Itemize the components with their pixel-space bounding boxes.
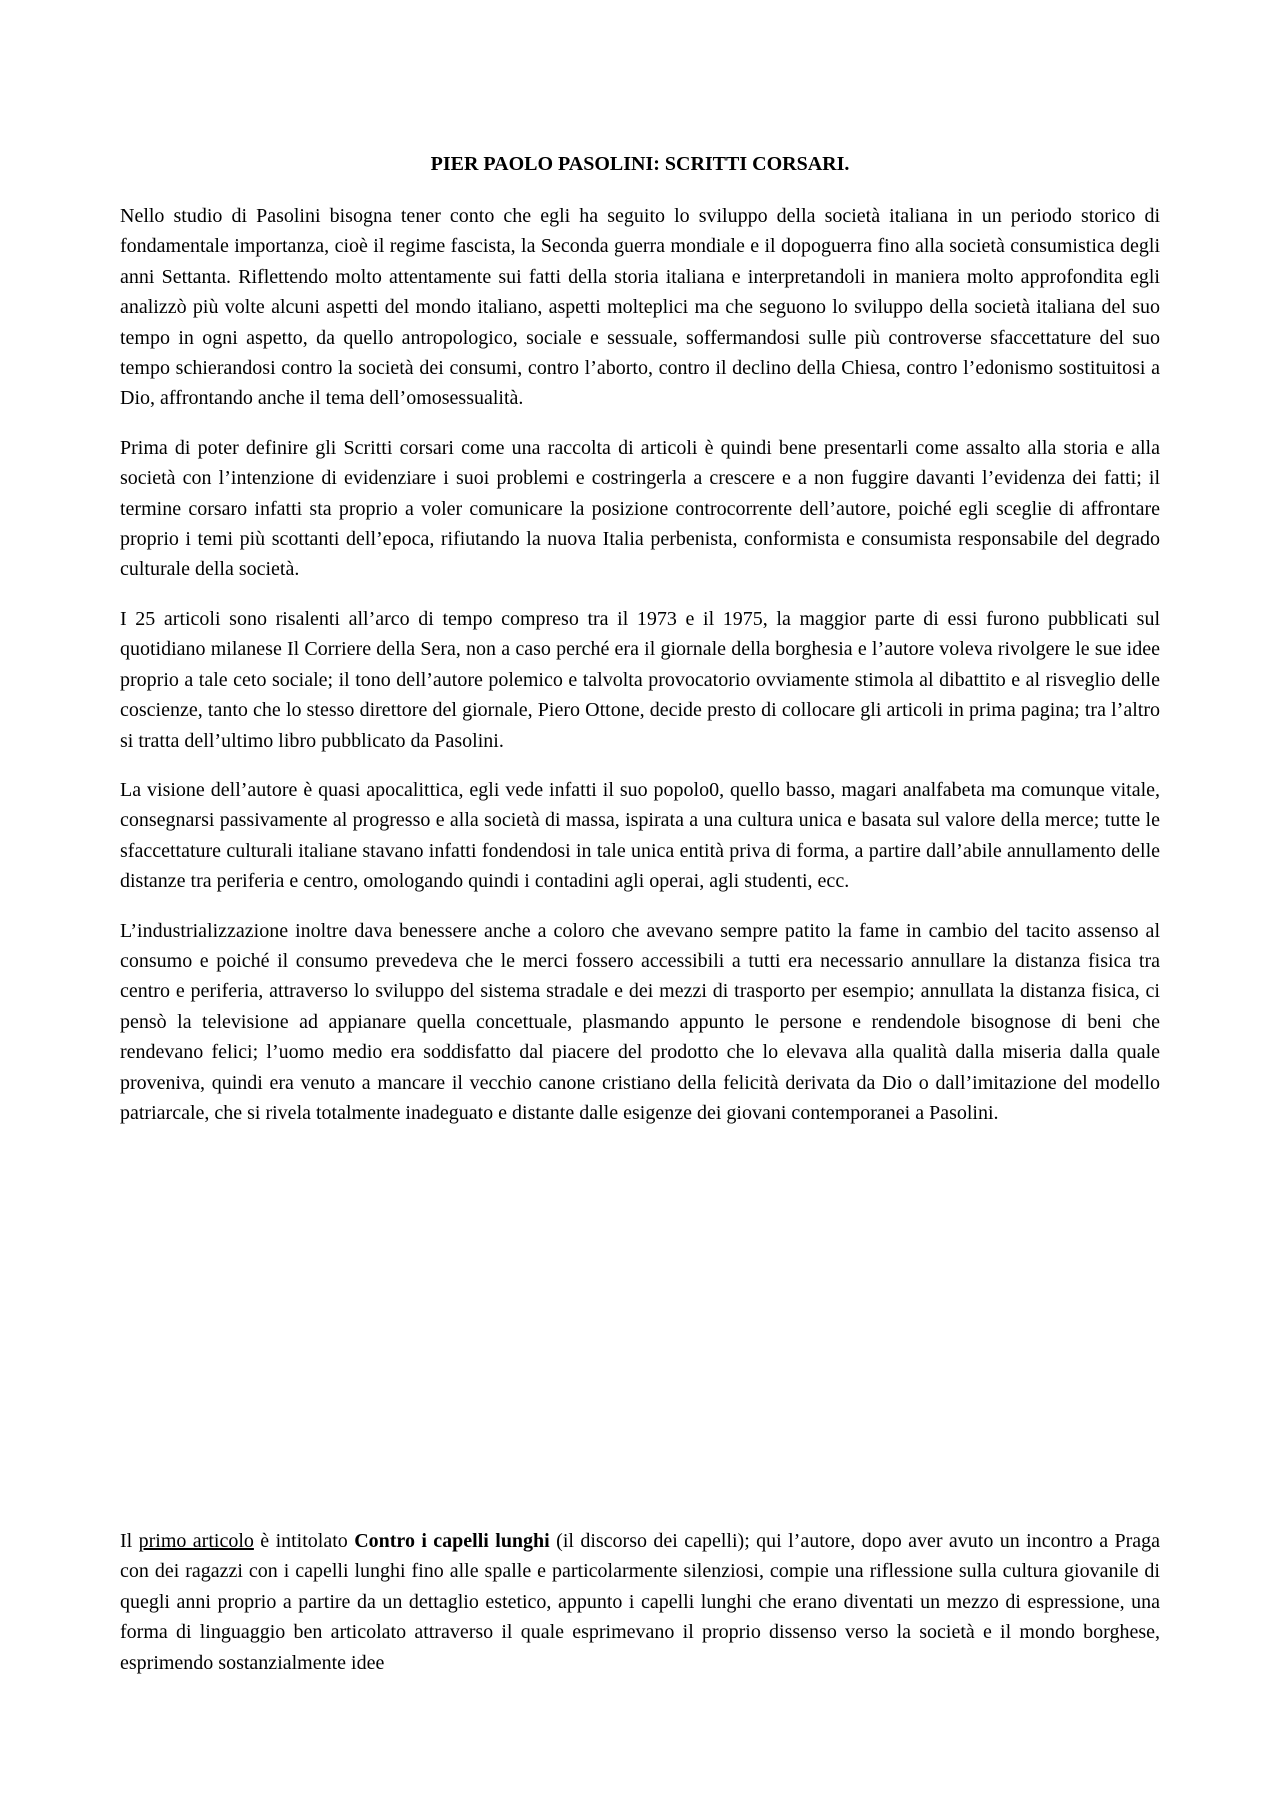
article-section	[120, 1526, 1160, 1697]
paragraph-primo-articolo	[120, 1526, 1160, 1678]
paragraph-industrializzazione: L’industrializzazione inoltre dava benessere anche a coloro che avevano sempre patito la fame in cambio del tacito assenso al consumo e poiché il consumo prevedeva che le merci fossero accessibili a tutti era necessario annullare la distanza fisica tra centro e periferia, attraverso lo sviluppo del sistema stradale e dei mezzi di trasporto per esempio; annullata la distanza fisica, ci pensò la televisione ad appianare quella concettuale, plasmando appunto le persone e rendendole bisognose di beni che rendevano felici; l’uomo medio era soddisfatto dal piacere del prodotto che lo elevava alla qualità dalla miseria dalla quale proveniva, quindi era venuto a mancare il vecchio canone cristiano della felicità derivata da Dio o dall’imitazione del modello patriarcale, che si rivela totalmente inadeguato e distante dalle esigenze dei giovani contemporanei a Pasolini.	[120, 919, 1160, 1124]
article-intro-text: Il	[120, 1530, 139, 1552]
paragraph-visione: La visione dell’autore è quasi apocalittica, egli vede infatti il suo popolo0, quello basso, magari analfabeta ma comunque vitale, consegnarsi passivamente al progresso e alla società di massa, ispirata a una cultura unica e basata sul valore della merce; tutte le sfaccettature culturali italiane stavano infatti fondendosi in tale unica entità priva di forma, a partire dall’abile annullamento delle distanze tra periferia e centro, omologando quindi i contadini agli operai, agli studenti, ecc.	[120, 778, 1160, 893]
paragraph-articoli: I 25 articoli sono risalenti all’arco di tempo compreso tra il 1973 e il 1975, la maggior parte di essi furono pubblicati sul quotidiano milanese Il Corriere della Sera, non a caso perché era il giornale della borghesia e l’autore voleva rivolgere le sue idee proprio a tale ceto sociale; il tono dell’autore polemico e talvolta provocatorio ovviamente stimola al dibattito e al risveglio delle coscienze, tanto che lo stesso direttore del giornale, Piero Ottone, decide presto di collocare gli articoli in prima pagina; tra l’altro si tratta dell’ultimo libro pubblicato da Pasolini.	[120, 607, 1160, 752]
article-rest-text: (il discorso dei capelli); qui l’autore, dopo aver avuto un incontro a Praga con dei ragazzi con i capelli lunghi fino alle spalle e particolarmente silenziosi, compie una riflessione sulla cultura giovanile di quegli anni proprio a partire da un dettaglio estetico, appunto i capelli lunghi che erano diventati un mezzo di espressione, una forma di linguaggio ben articolato attraverso il quale esprimevano il proprio dissenso verso la società e il mondo borghese, esprimendo sostanzialmente idee	[120, 1530, 1161, 1674]
document-body	[120, 201, 1160, 1147]
paragraph-intro: Nello studio di Pasolini bisogna tener conto che egli ha seguito lo sviluppo della società italiana in un periodo storico di fondamentale importanza, cioè il regime fascista, la Seconda guerra mondiale e il dopoguerra fino alla società consumistica degli anni Settanta. Riflettendo molto attentamente sui fatti della storia italiana e interpretandoli in maniera molto approfondita egli analizzò più volte alcuni aspetti del mondo italiano, aspetti molteplici ma che seguono lo sviluppo della società italiana del suo tempo in ogni aspetto, da quello antropologico, sociale e sessuale, soffermandosi sulle più controverse sfaccettature del suo tempo schierandosi contro la società dei consumi, contro l’aborto, contro il declino della Chiesa, contro l’edonismo sostituitosi a Dio, affrontando anche il tema dell’omosessualità.	[120, 205, 1160, 410]
paragraph-scritti-corsari: Prima di poter definire gli Scritti corsari come una raccolta di articoli è quindi bene presentarli come assalto alla storia e alla società con l’intenzione di evidenziare i suoi problemi e costringerla a crescere e a non fuggire davanti l’evidenza dei fatti; il termine corsaro infatti sta proprio a voler comunicare la posizione controcorrente dell’autore, poiché egli sceglie di affrontare proprio i temi più scottanti dell’epoca, rifiutando la nuova Italia perbenista, conformista e consumista responsabile del degrado culturale della società.	[120, 436, 1160, 581]
article-bold-title: Contro i capelli lunghi	[354, 1530, 550, 1552]
document-title: PIER PAOLO PASOLINI: SCRITTI CORSARI.	[430, 153, 850, 175]
primo-articolo-link[interactable]: primo articolo	[138, 1530, 254, 1552]
article-middle-text: è intitolato	[253, 1530, 355, 1552]
